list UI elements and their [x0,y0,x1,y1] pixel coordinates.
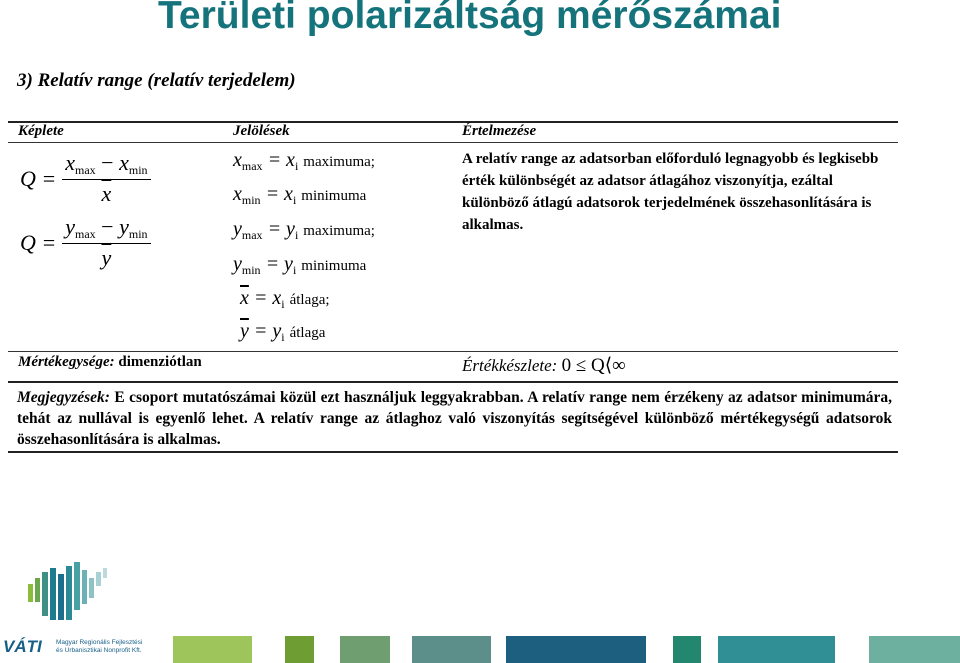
formula-lhs: Q = [20,165,57,191]
interpretation-text: A relatív range az adatsorban előforduló legnagyobb és legkisebb érték különbségét az adatsor átlagához viszonyítja, ezáltal különböző átlagú adatsorok terjedelmének összehasonlítására is alkalmas. [462,151,879,233]
subscript: i [281,297,285,311]
symbol: $\overline{x}$ [240,287,249,309]
formula-x [20,150,151,207]
footer-band [412,636,491,663]
range-label: Értékkészlete: [462,356,558,375]
description: maximuma; [303,154,375,170]
subscript: max [75,163,96,177]
unit-rule [8,351,898,352]
header-formula: Képlete [18,123,64,139]
table-image-region [0,62,945,467]
subscript: max [75,227,96,241]
equation: = x [265,183,293,205]
equation: = x [253,287,282,309]
header-interpretation: Értelmezése [462,123,537,139]
footer-band [673,636,701,663]
formula-y [20,214,151,271]
table-top-rule [8,121,898,123]
footer-band [869,636,960,663]
fraction [62,214,150,271]
notation-row [233,149,375,174]
description: minimuma [301,188,367,204]
symbol: y [233,253,242,275]
equation: = y [265,253,293,275]
subscript: min [241,193,261,207]
symbol: x [119,150,129,175]
equation: = y [267,218,295,240]
minus-sign: − [101,150,114,175]
description: átlaga; [289,292,330,308]
notes-rule [8,381,898,383]
description: maximuma; [303,223,375,239]
description: átlaga [289,325,326,341]
footer-band [718,636,835,663]
subscript: i [294,159,299,173]
symbol: x [233,149,242,171]
symbol: y [119,214,129,239]
formula-lhs: Q = [20,229,57,255]
subscript: min [128,163,148,177]
unit-value: dimenziótlan [118,354,202,370]
equation: = x [267,149,295,171]
unit-row [18,354,202,371]
header-notation: Jelölések [233,123,290,139]
fraction [62,150,150,207]
minus-sign: − [101,214,114,239]
fraction-denominator: $\overline{x}$ [101,181,112,206]
fraction-numerator [62,150,150,180]
notes-text [17,387,892,450]
description: minimuma [301,258,367,274]
symbol: y [65,214,75,239]
section-title: 3) Relatív range (relatív terjedelem) [17,70,296,91]
subscript: i [294,228,299,242]
symbol: x [233,183,242,205]
subscript: i [292,193,297,207]
symbol: y [233,218,242,240]
notes-body: E csoport mutatószámai közül ezt használjuk leggyakrabban. A relatív range nem érzékeny az adatsor minimumára, tehát az nullával is egyenlő lehet. A relatív range az átlaghoz való viszonyítás segítségével különböző mértékegységű adatsorok összehasonlítására is alkalmas. [17,389,892,448]
subscript: min [241,263,261,277]
subscript: i [281,330,285,344]
range-value: 0 ≤ Q⟨∞ [561,355,626,376]
symbol: x [65,150,75,175]
footer-band [340,636,390,663]
logo-subtitle [56,639,142,655]
logo-subtitle-line: Magyar Regionális Fejlesztési [56,639,143,646]
logo-name: VÁTI [3,637,42,656]
symbol: $\overline{y}$ [240,320,249,342]
footer-band [506,636,646,663]
notes-label: Megjegyzések: [17,389,110,406]
subscript: max [241,159,263,173]
footer-band [285,636,314,663]
notation-row [240,287,330,312]
unit-label: Mértékegysége: [18,354,115,370]
notation-row [240,320,325,345]
header-rule [8,142,898,143]
equation: = y [253,320,282,342]
fraction-numerator [62,214,150,244]
logo-subtitle-line: és Urbanisztikai Nonprofit Kft. [56,647,142,654]
notation-row [233,253,366,278]
footer-band [173,636,252,663]
range-row [462,354,626,377]
subscript: i [292,263,297,277]
fraction-denominator: $\overline{y}$ [101,245,112,270]
table-bottom-rule [8,451,898,453]
subscript: max [241,228,263,242]
notation-row [233,218,375,243]
slide-title: Területi polarizáltság mérőszámai [158,0,782,37]
subscript: min [128,227,148,241]
notation-row [233,183,366,208]
